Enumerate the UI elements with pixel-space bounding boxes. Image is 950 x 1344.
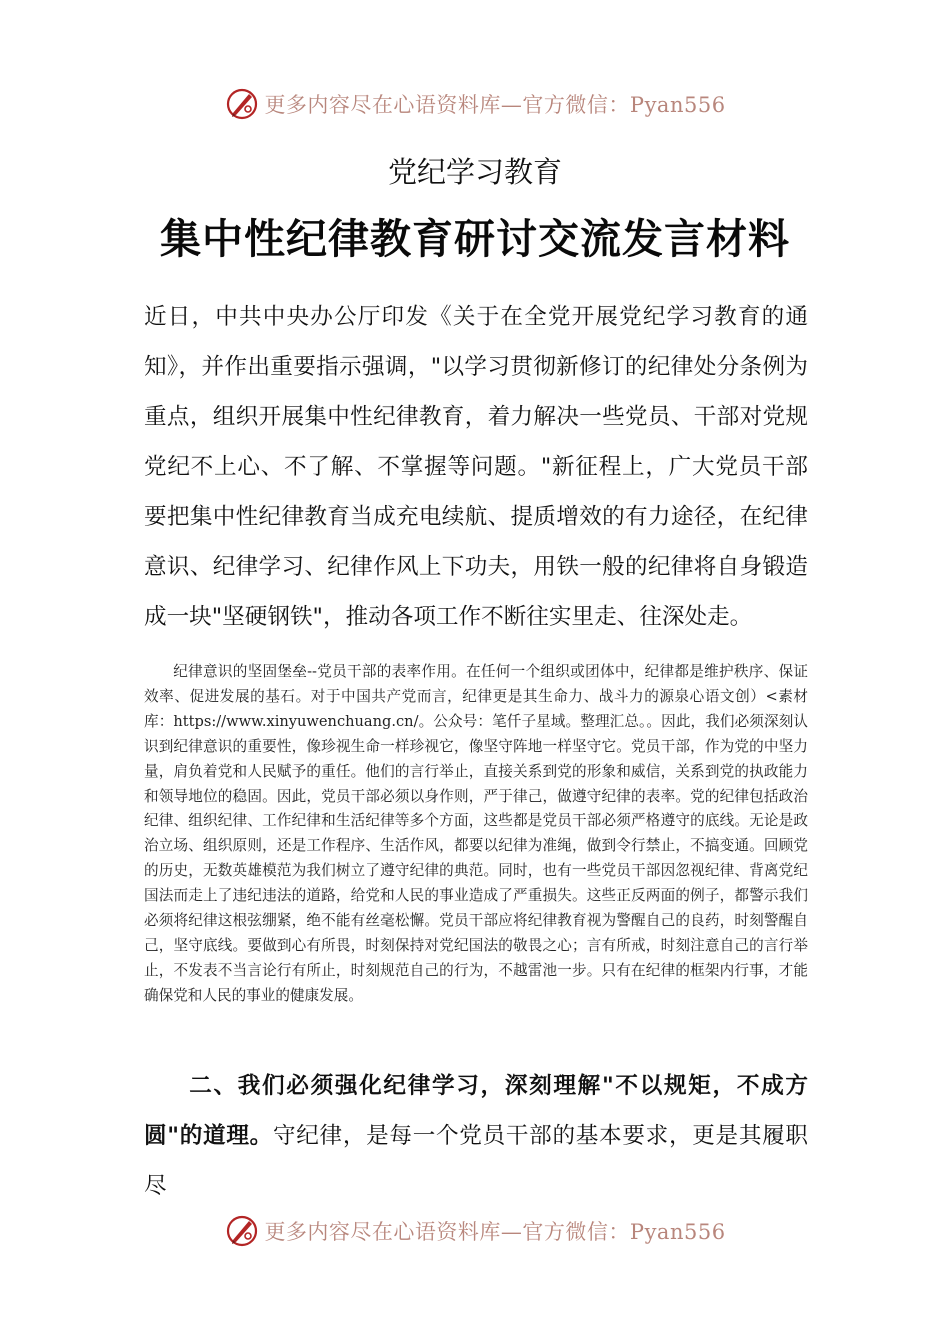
body-paragraph: 纪律意识的坚固堡垒--党员干部的表率作用。在任何一个组织或团体中，纪律都是维护秩序、保证效率、促进发展的基石。对于中国共产党而言，纪律更是其生命力、战斗力的源泉心语文创）<素材库：https://www.xinyuwenchuang.cn/。公众号：笔仟子星域。整理汇总。。因此，我们必须深刻认识到纪律意识的重要性，像珍视生命一样珍视它，像坚守阵地一样坚守它。党员干部，作为党的中坚力量，肩负着党和人民赋予的重任。他们的言行举止，直接关系到党的形象和威信，关系到党的执政能力和领导地位的稳固。因此，党员干部必须以身作则，严于律己，做遵守纪律的表率。党的纪律包括政治纪律、组织纪律、工作纪律和生活纪律等多个方面，这些都是党员干部必须严格遵守的底线。无论是政治立场、组织原则，还是工作程序、生活作风，都要以纪律为准绳，做到令行禁止，不搞变通。回顾党的历史，无数英雄模范为我们树立了遵守纪律的典范。同时，也有一些党员干部因忽视纪律、背离党纪国法而走上了违纪违法的道路，给党和人民的事业造成了严重损失。这些正反两面的例子，都警示我们必须将纪律这根弦绷紧，绝不能有丝毫松懈。党员干部应将纪律教育视为警醒自己的良药，时刻警醒自己，坚守底线。要做到心有所畏，时刻保持对党纪国法的敬畏之心；言有所戒，时刻注意自己的言行举止，不发表不当言论行有所止，时刻规范自己的行为，不越雷池一步。只有在纪律的框架内行事，才能确保党和人民的事业的健康发展。: [144, 663, 808, 1004]
pen-seal-icon: [224, 1213, 260, 1249]
watermark-text: 更多内容尽在心语资料库—官方微信：Pyan556: [264, 1220, 726, 1244]
intro-paragraph: 近日，中共中央办公厅印发《关于在全党开展党纪学习教育的通知》，并作出重要指示强调，"以学习贯彻新修订的纪律处分条例为重点，组织开展集中性纪律教育，着力解决一些党员、干部对党规党纪不上心、不了解、不掌握等问题。"新征程上，广大党员干部要把集中性纪律教育当成充电续航、提质增效的有力途径，在纪律意识、纪律学习、纪律作风上下功夫，用铁一般的纪律将自身锻造成一块"坚硬钢铁"，推动各项工作不断往实里走、往深处走。: [144, 304, 808, 630]
document-title: 集中性纪律教育研讨交流发言材料: [160, 215, 790, 263]
watermark-banner-top: [0, 82, 950, 126]
watermark-banner-bottom: [0, 1209, 950, 1253]
pen-seal-icon: [224, 86, 260, 122]
section-paragraph: [144, 1061, 808, 1211]
document-subtitle: 党纪学习教育: [387, 155, 562, 189]
watermark-text: 更多内容尽在心语资料库—官方微信：Pyan556: [264, 93, 726, 117]
section-heading: 二、我们必须强化纪律学习，深刻理解"不以规矩，不成方圆"的道理。: [144, 1073, 808, 1149]
section-text: 守纪律，是每一个党员干部的基本要求，更是其履职尽: [144, 1123, 809, 1199]
